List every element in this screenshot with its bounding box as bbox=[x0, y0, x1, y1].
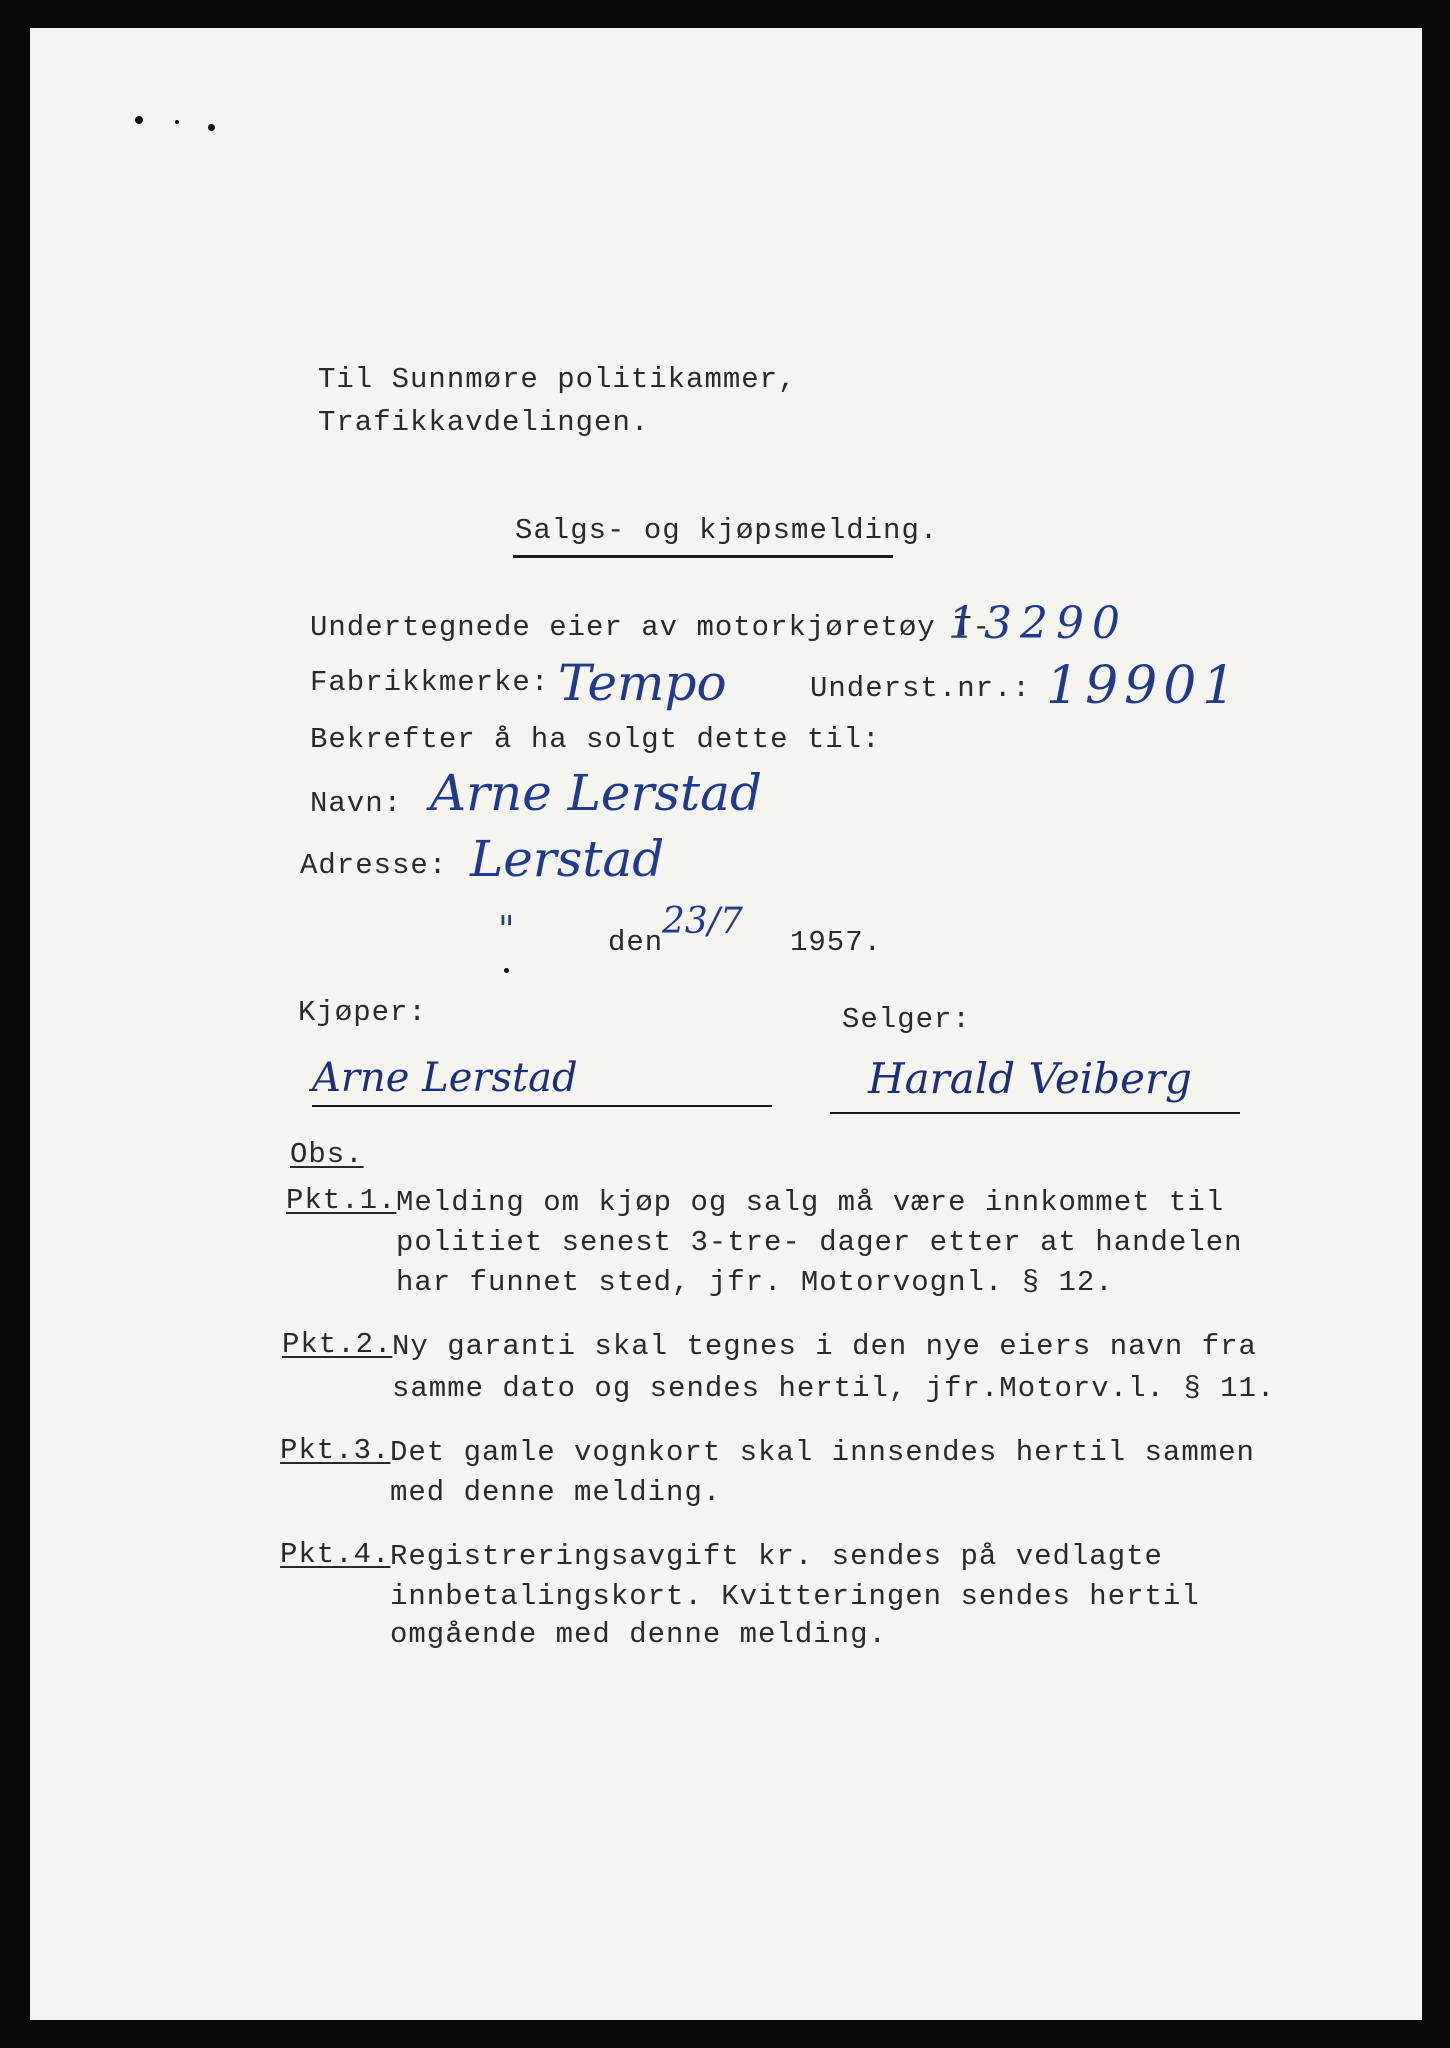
date-year: 1957. bbox=[790, 926, 883, 959]
note-label: Pkt.4. bbox=[280, 1538, 391, 1571]
name-label: Navn: bbox=[310, 787, 403, 820]
addressee-line-2: Trafikkavdelingen. bbox=[318, 406, 650, 439]
date-label: den bbox=[608, 926, 664, 959]
buyer-signature-line bbox=[312, 1105, 772, 1107]
registration-number: 13290 bbox=[948, 598, 1128, 649]
note-line: politiet senest 3-tre- dager etter at handelen bbox=[396, 1226, 1243, 1259]
chassis-label: Underst.nr.: bbox=[810, 672, 1031, 705]
date-value: 23/7 bbox=[662, 901, 743, 942]
note-line: Melding om kjøp og salg må være innkommet til bbox=[396, 1186, 1225, 1219]
address-label: Adresse: bbox=[300, 849, 448, 882]
seller-signature: Harald Veiberg bbox=[868, 1054, 1192, 1103]
note-line: innbetalingskort. Kvitteringen sendes hertil bbox=[390, 1580, 1200, 1613]
note-line: Det gamle vognkort skal innsendes hertil sammen bbox=[390, 1436, 1255, 1469]
note-label: Pkt.1. bbox=[286, 1184, 397, 1217]
document-title: Salgs- og kjøpsmelding. bbox=[515, 514, 939, 547]
note-line: Registreringsavgift kr. sendes på vedlagte bbox=[390, 1540, 1163, 1573]
note-line: samme dato og sendes hertil, jfr.Motorv.l. § 11. bbox=[392, 1372, 1276, 1405]
place-mark: " bbox=[498, 910, 515, 951]
owner-label: Undertegnede eier av motorkjøretøy T- bbox=[310, 611, 991, 644]
buyer-label: Kjøper: bbox=[298, 996, 427, 1029]
note-line: Ny garanti skal tegnes i den nye eiers navn fra bbox=[392, 1330, 1257, 1363]
buyer-signature: Arne Lerstad bbox=[312, 1055, 578, 1101]
chassis-value: 19901 bbox=[1046, 656, 1242, 716]
notes-heading: Obs. bbox=[290, 1138, 364, 1171]
make-label: Fabrikkmerke: bbox=[310, 666, 550, 699]
seller-signature-line bbox=[830, 1112, 1240, 1114]
note-line: omgående med denne melding. bbox=[390, 1618, 887, 1651]
address-value: Lerstad bbox=[470, 830, 665, 888]
title-underline bbox=[513, 555, 893, 558]
addressee-line-1: Til Sunnmøre politikammer, bbox=[318, 363, 797, 396]
paper-sheet bbox=[30, 28, 1422, 2020]
seller-label: Selger: bbox=[842, 1003, 971, 1036]
note-label: Pkt.3. bbox=[280, 1434, 391, 1467]
note-line: med denne melding. bbox=[390, 1476, 722, 1509]
note-line: har funnet sted, jfr. Motorvognl. § 12. bbox=[396, 1266, 1114, 1299]
name-value: Arne Lerstad bbox=[430, 764, 762, 822]
make-value: Tempo bbox=[558, 654, 727, 712]
confirm-label: Bekrefter å ha solgt dette til: bbox=[310, 723, 881, 756]
note-label: Pkt.2. bbox=[282, 1328, 393, 1361]
